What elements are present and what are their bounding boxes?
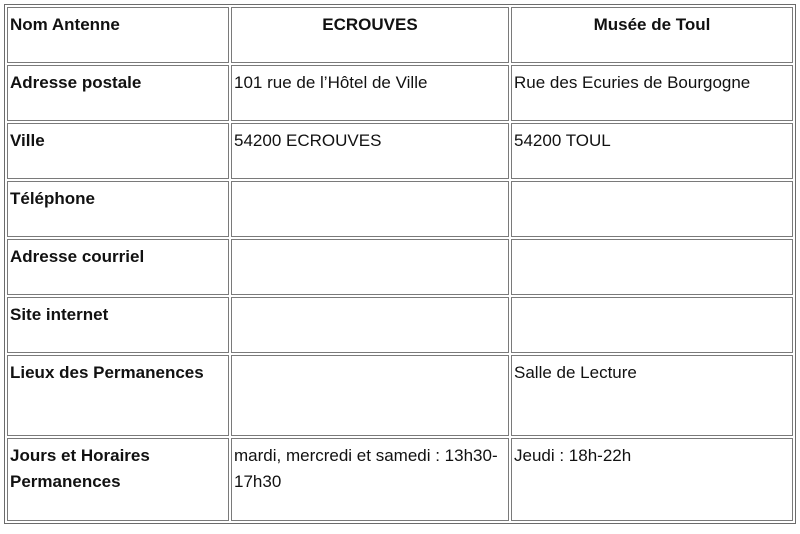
table-row-site-internet <box>7 297 793 353</box>
table-row-jours-horaires <box>7 438 793 521</box>
table-row-ville <box>7 123 793 179</box>
cell-ecrouves <box>231 181 509 237</box>
cell-ecrouves <box>231 239 509 295</box>
cell-ecrouves <box>231 355 509 436</box>
cell-musee-toul <box>511 239 793 295</box>
header-musee-toul-cell: Musée de Toul <box>511 7 793 63</box>
cell-musee-toul: Jeudi : 18h-22h <box>511 438 793 521</box>
cell-musee-toul: 54200 TOUL <box>511 123 793 179</box>
row-label: Jours et Horaires Permanences <box>7 438 229 521</box>
cell-musee-toul: Salle de Lecture <box>511 355 793 436</box>
cell-ecrouves: mardi, mercredi et samedi : 13h30-17h30 <box>231 438 509 521</box>
row-label: Ville <box>7 123 229 179</box>
antenna-info-table-wrapper <box>4 4 796 524</box>
row-label: Téléphone <box>7 181 229 237</box>
header-ecrouves-cell: ECROUVES <box>231 7 509 63</box>
table-row-lieux-permanences <box>7 355 793 436</box>
table-row-adresse-courriel <box>7 239 793 295</box>
header-label-cell: Nom Antenne <box>7 7 229 63</box>
cell-musee-toul: Rue des Ecuries de Bourgogne <box>511 65 793 121</box>
cell-ecrouves: 101 rue de l’Hôtel de Ville <box>231 65 509 121</box>
cell-musee-toul <box>511 297 793 353</box>
header-row <box>7 7 793 63</box>
row-label: Lieux des Permanences <box>7 355 229 436</box>
row-label: Site internet <box>7 297 229 353</box>
cell-ecrouves <box>231 297 509 353</box>
row-label: Adresse postale <box>7 65 229 121</box>
cell-musee-toul <box>511 181 793 237</box>
antenna-info-table <box>4 4 796 524</box>
table-row-adresse-postale <box>7 65 793 121</box>
cell-ecrouves: 54200 ECROUVES <box>231 123 509 179</box>
table-row-telephone <box>7 181 793 237</box>
row-label: Adresse courriel <box>7 239 229 295</box>
